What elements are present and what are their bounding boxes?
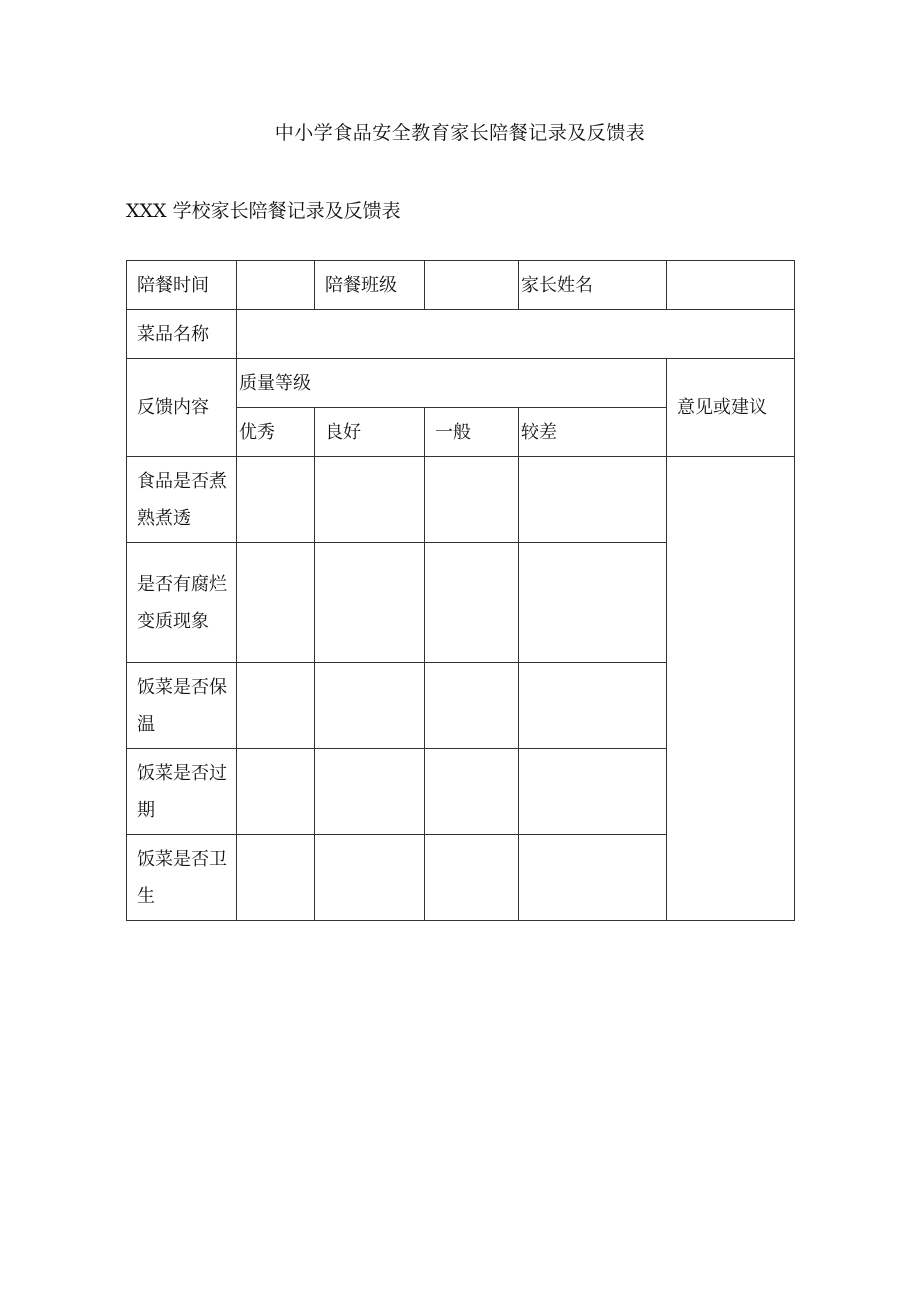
item-hygiene-label: 饭菜是否卫生 [127, 835, 237, 921]
item-cooked-excellent-cell[interactable] [237, 457, 315, 543]
dish-name-field[interactable] [237, 310, 795, 359]
meal-class-field[interactable] [425, 261, 519, 310]
meal-time-field[interactable] [237, 261, 315, 310]
item-cooked-average-cell[interactable] [425, 457, 519, 543]
grade-excellent-label: 优秀 [237, 408, 315, 457]
item-spoiled-average-cell[interactable] [425, 543, 519, 663]
item-expired-poor-cell[interactable] [519, 749, 667, 835]
table-row [127, 457, 795, 543]
item-warm-good-cell[interactable] [315, 663, 425, 749]
item-expired-label: 饭菜是否过期 [127, 749, 237, 835]
item-cooked-good-cell[interactable] [315, 457, 425, 543]
opinion-field[interactable] [667, 457, 795, 921]
opinion-label: 意见或建议 [667, 359, 795, 457]
feedback-table [126, 260, 795, 921]
feedback-content-label: 反馈内容 [127, 359, 237, 457]
item-warm-excellent-cell[interactable] [237, 663, 315, 749]
item-cooked-label: 食品是否煮熟煮透 [127, 457, 237, 543]
grade-average-label: 一般 [425, 408, 519, 457]
item-hygiene-excellent-cell[interactable] [237, 835, 315, 921]
item-hygiene-average-cell[interactable] [425, 835, 519, 921]
item-spoiled-label: 是否有腐烂变质现象 [127, 543, 237, 663]
meal-class-label: 陪餐班级 [315, 261, 425, 310]
item-expired-good-cell[interactable] [315, 749, 425, 835]
quality-grade-label: 质量等级 [237, 359, 667, 408]
item-hygiene-poor-cell[interactable] [519, 835, 667, 921]
parent-name-field[interactable] [667, 261, 795, 310]
item-warm-average-cell[interactable] [425, 663, 519, 749]
item-warm-label: 饭菜是否保温 [127, 663, 237, 749]
grade-good-label: 良好 [315, 408, 425, 457]
item-spoiled-excellent-cell[interactable] [237, 543, 315, 663]
item-warm-poor-cell[interactable] [519, 663, 667, 749]
table-row [127, 359, 795, 408]
grade-poor-label: 较差 [519, 408, 667, 457]
item-spoiled-poor-cell[interactable] [519, 543, 667, 663]
table-row [127, 310, 795, 359]
document-subtitle: XXX 学校家长陪餐记录及反馈表 [126, 200, 401, 222]
item-expired-excellent-cell[interactable] [237, 749, 315, 835]
item-spoiled-good-cell[interactable] [315, 543, 425, 663]
meal-time-label: 陪餐时间 [127, 261, 237, 310]
item-cooked-poor-cell[interactable] [519, 457, 667, 543]
document-title: 中小学食品安全教育家长陪餐记录及反馈表 [274, 122, 646, 144]
item-hygiene-good-cell[interactable] [315, 835, 425, 921]
item-expired-average-cell[interactable] [425, 749, 519, 835]
dish-name-label: 菜品名称 [127, 310, 237, 359]
table-row [127, 261, 795, 310]
parent-name-label: 家长姓名 [519, 261, 667, 310]
